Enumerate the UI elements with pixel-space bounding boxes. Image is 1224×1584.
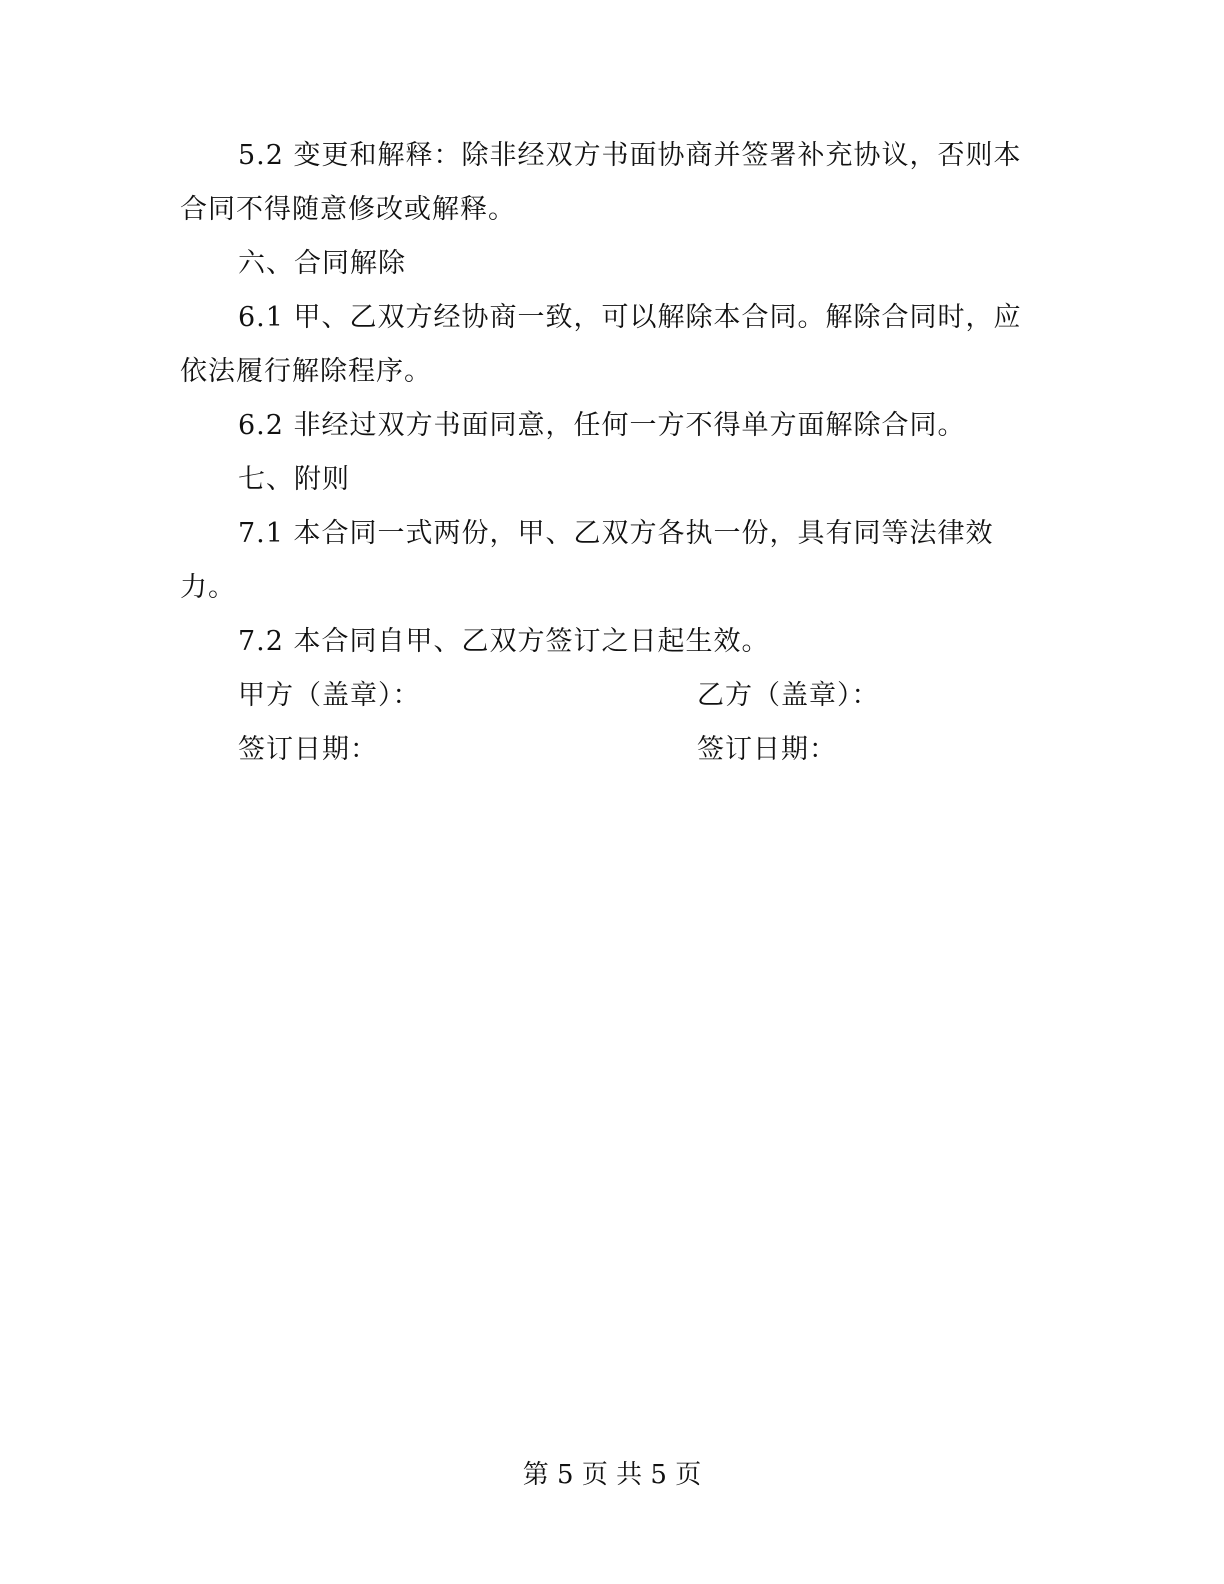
clause-6-2: 6.2 非经过双方书面同意，任何一方不得单方面解除合同。 [238,410,966,441]
party-a-seal-label: 甲方（盖章）： [238,680,421,711]
party-b-seal-label: 乙方（盖章）： [697,680,880,711]
clause-6-1-line-2: 依法履行解除程序。 [180,356,432,387]
clause-7-1-line-1: 7.1 本合同一式两份，甲、乙双方各执一份，具有同等法律效 [238,518,994,549]
clause-7-2: 7.2 本合同自甲、乙双方签订之日起生效。 [238,626,770,657]
clause-6-1-line-1: 6.1 甲、乙双方经协商一致，可以解除本合同。解除合同时，应 [238,302,1022,333]
clause-5-2-line-1: 5.2 变更和解释：除非经双方书面协商并签署补充协议，否则本 [238,140,1022,171]
section-heading-7: 七、附则 [238,464,350,495]
party-a-date-label: 签订日期： [238,734,378,765]
section-heading-6: 六、合同解除 [238,248,406,279]
clause-5-2-line-2: 合同不得随意修改或解释。 [180,194,516,225]
page-number-footer: 第 5 页 共 5 页 [522,1460,702,1490]
clause-7-1-line-2: 力。 [180,572,236,603]
party-b-date-label: 签订日期： [697,734,837,765]
